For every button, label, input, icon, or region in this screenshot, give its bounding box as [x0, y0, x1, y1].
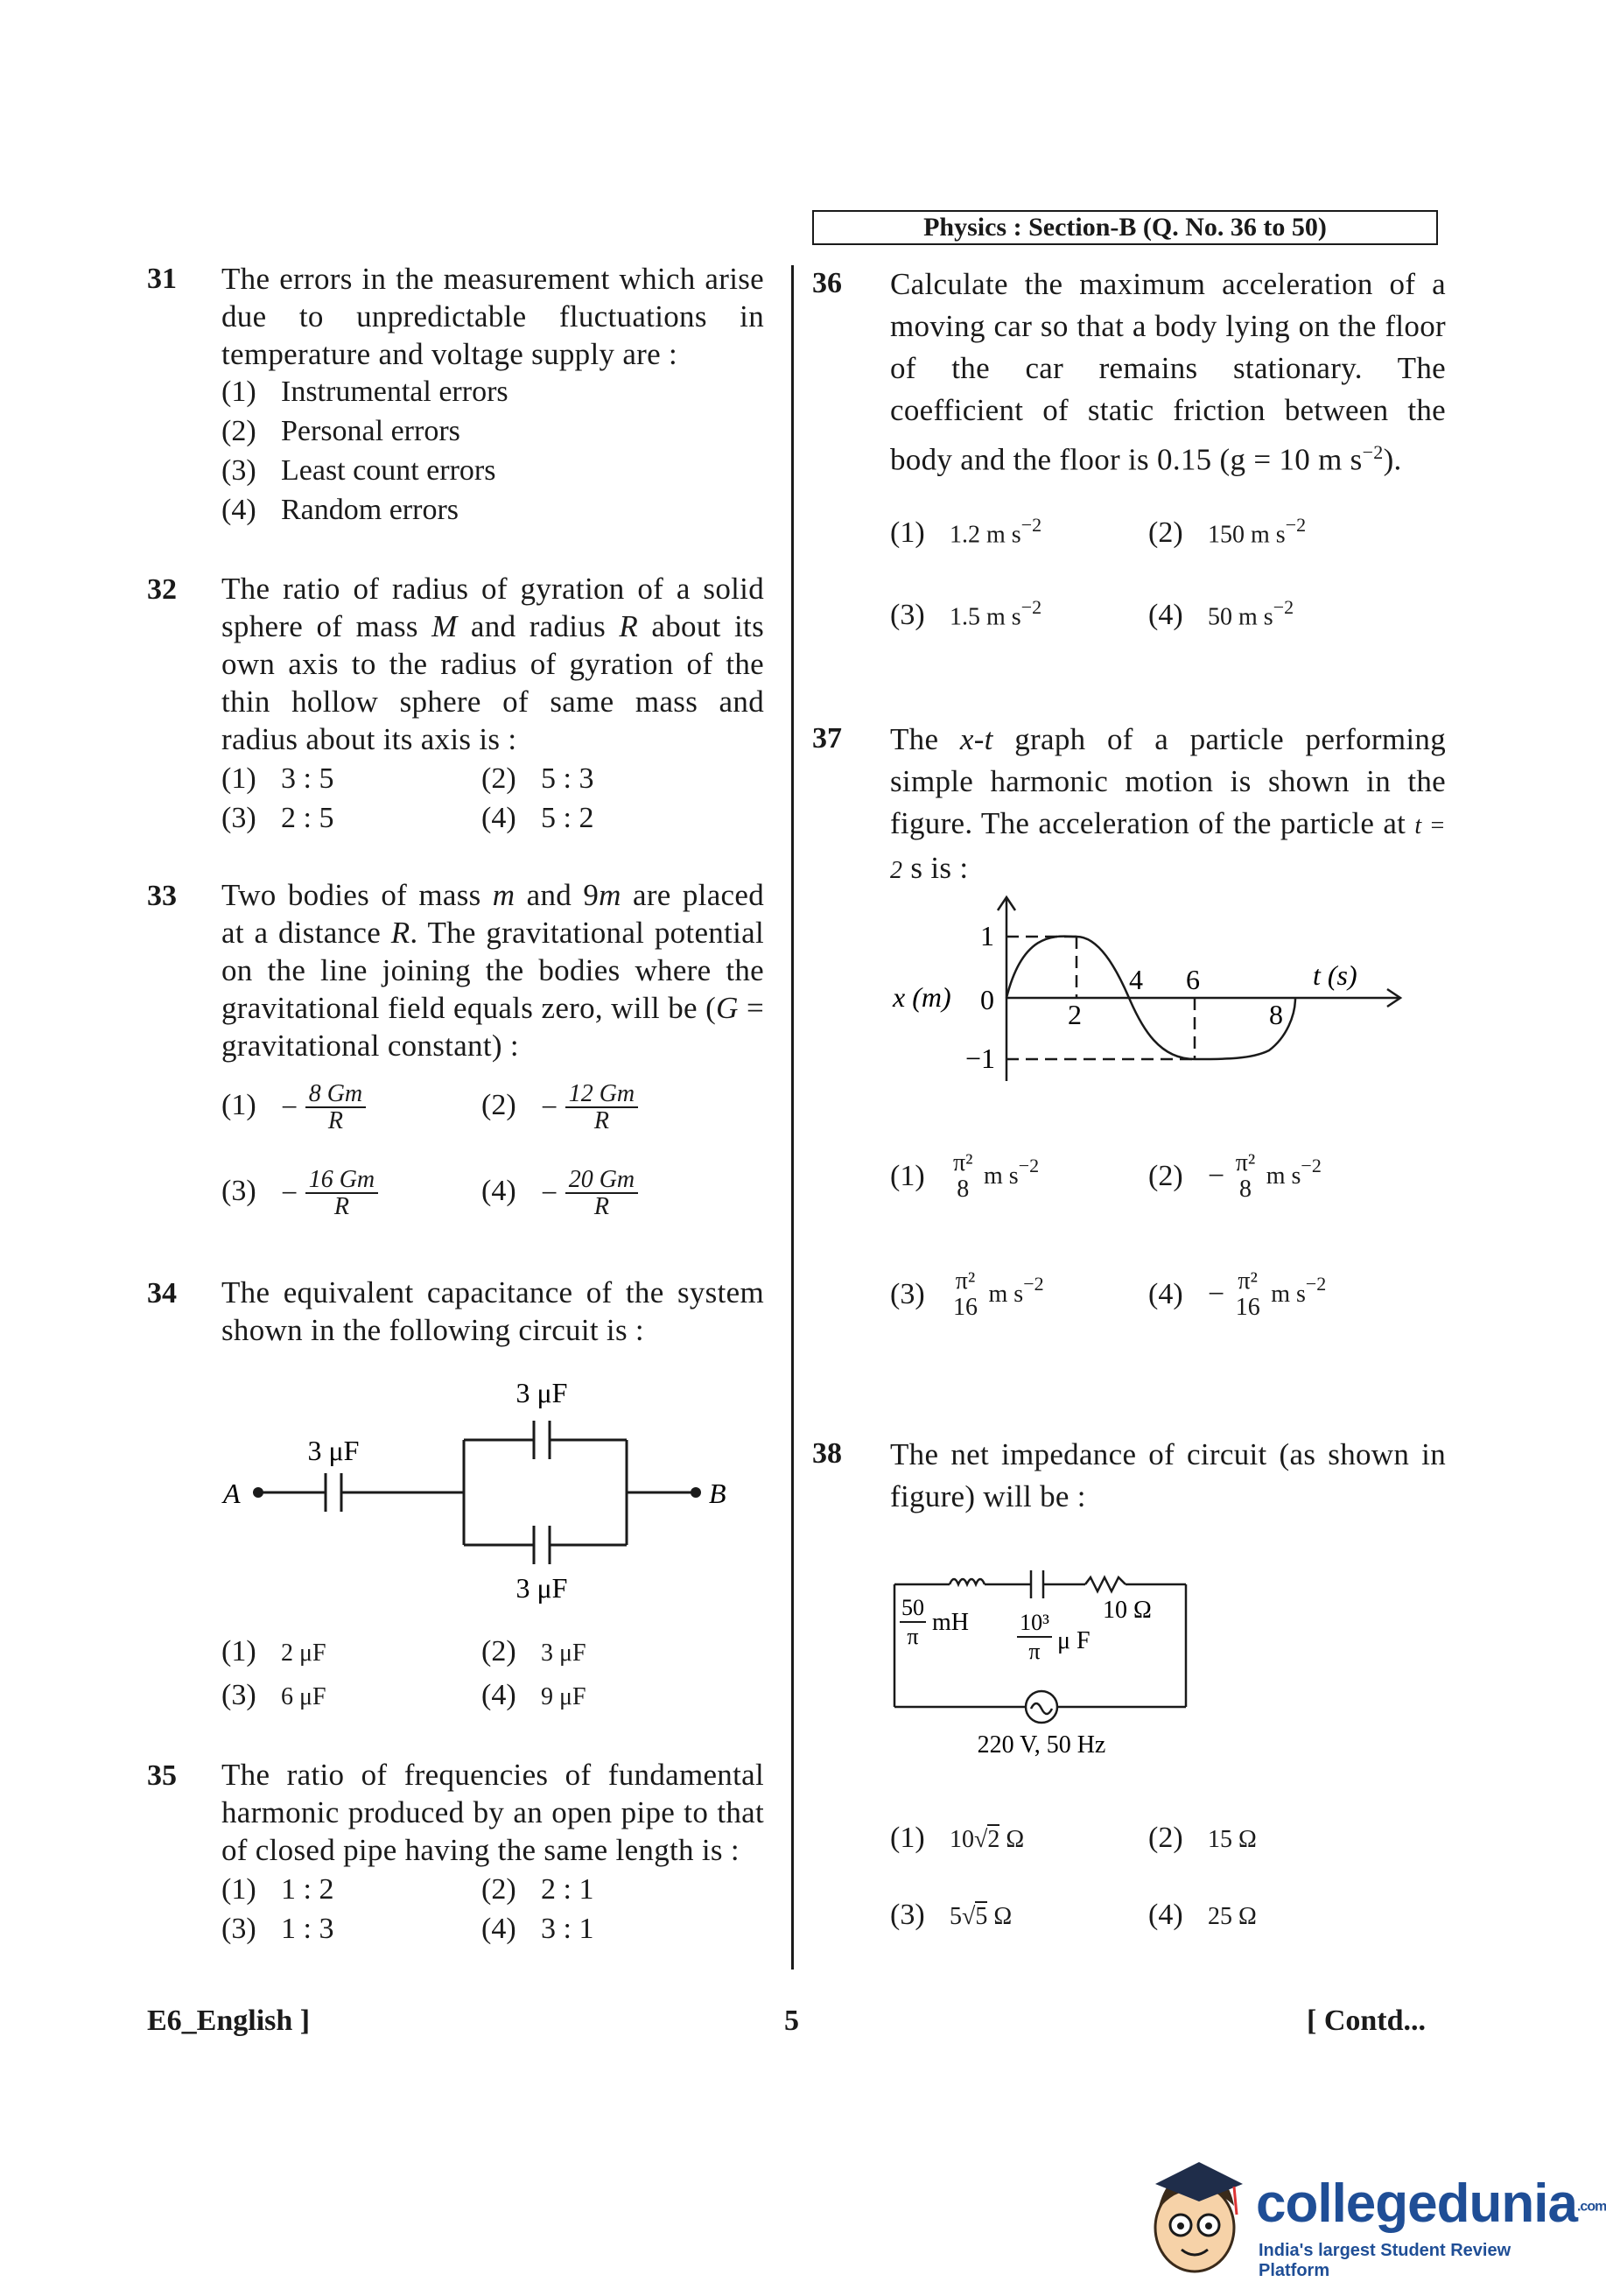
q33-option-3 — [221, 1167, 378, 1220]
option-sign: − — [541, 1091, 558, 1124]
capacitor-numerator: 10³ — [1020, 1610, 1049, 1635]
option-value: 1.5 m s — [950, 603, 1021, 631]
symbol-m: m — [492, 878, 515, 912]
logo-name: collegedunia — [1256, 2173, 1577, 2234]
q32-option-3 — [221, 799, 333, 837]
option-coefficient: 10 — [950, 1826, 974, 1853]
question-number-38: 38 — [812, 1437, 842, 1470]
question-number-31: 31 — [147, 263, 177, 295]
question-number-32: 32 — [147, 573, 177, 606]
superscript: −2 — [1285, 514, 1307, 536]
option-radicand: 5 — [975, 1903, 988, 1930]
text-part: graph of a particle performing simple harmonic motion is shown in the figure. The acceleration of the particle at — [890, 722, 1446, 840]
text-part: and 9 — [515, 878, 600, 912]
fraction-numerator: π² — [1235, 1149, 1256, 1177]
text-part: about its own axis to the radius of gyration of the thin hollow sphere of same mass and radius about its axis is : — [221, 609, 764, 756]
option-number: (1) — [221, 1089, 256, 1122]
inductor-unit: mH — [932, 1609, 969, 1636]
superscript: −2 — [1301, 1155, 1322, 1176]
option-fraction — [1232, 1150, 1259, 1202]
x-axis-label: t (s) — [1313, 959, 1357, 991]
footer-right: [ Contd... — [1307, 2005, 1427, 2037]
sqrt-icon: √ — [962, 1903, 976, 1930]
option-number: (1) — [890, 1822, 925, 1854]
superscript: −2 — [1273, 596, 1294, 618]
option-number: (3) — [221, 454, 256, 487]
option-text: 1 : 3 — [281, 1913, 334, 1945]
text-part: Calculate the maximum acceleration of a moving car so that a body lying on the floor of the car remains stationary. The coefficient of static friction between the body and the floor is 0.15 (g = 10 m s — [890, 267, 1446, 477]
superscript: −2 — [1362, 441, 1384, 463]
superscript: −2 — [1305, 1273, 1327, 1295]
option-fraction — [1232, 1268, 1264, 1320]
option-coefficient: 5 — [950, 1903, 962, 1930]
option-sign: − — [541, 1176, 558, 1210]
option-number: (1) — [890, 1160, 925, 1193]
q38-option-1 — [890, 1819, 1024, 1858]
option-text: 5 : 2 — [541, 802, 594, 834]
option-number: (4) — [221, 494, 256, 526]
fraction-numerator: π² — [1238, 1267, 1258, 1295]
option-sign: − — [281, 1091, 298, 1124]
option-text: 1 : 2 — [281, 1873, 334, 1906]
question-number-36: 36 — [812, 267, 842, 299]
question-text-31: The errors in the measurement which arise due to unpredictable fluctuations in temperature and voltage supply are : — [221, 262, 764, 371]
option-value: 1.2 m s — [950, 521, 1021, 549]
question-number-33: 33 — [147, 880, 177, 912]
option-number: (3) — [221, 802, 256, 834]
text-part: Two bodies of mass — [221, 878, 493, 912]
question-text-35: The ratio of frequencies of fundamental harmonic produced by an open pipe to that of closed pipe having the same length is : — [221, 1758, 764, 1867]
option-text: Random errors — [281, 494, 459, 526]
option-number: (4) — [481, 802, 516, 834]
page-number: 5 — [784, 2005, 799, 2037]
x-tick-4: 4 — [1129, 964, 1143, 995]
option-radicand: 2 — [987, 1826, 1000, 1853]
option-number: (4) — [481, 1175, 516, 1208]
option-text: 2 μF — [281, 1639, 326, 1667]
option-sign: − — [1208, 1278, 1225, 1311]
fraction-numerator: 12 Gm — [568, 1080, 635, 1107]
option-number: (1) — [890, 516, 925, 550]
superscript: −2 — [1020, 596, 1042, 618]
option-number: (4) — [481, 1679, 516, 1711]
capacitor-circuit-diagram — [210, 1366, 770, 1619]
option-unit: m s — [984, 1162, 1019, 1190]
question-text-33 — [221, 876, 764, 1064]
option-number: (2) — [481, 1873, 516, 1906]
q36-option-2 — [1148, 506, 1306, 553]
fraction-numerator: π² — [955, 1267, 976, 1295]
q34-option-4 — [481, 1676, 586, 1716]
q37-option-4 — [1148, 1265, 1326, 1320]
q36-option-1 — [890, 506, 1041, 553]
q33-option-2 — [481, 1081, 638, 1134]
y-tick-0: 0 — [980, 984, 994, 1015]
option-text: 2 : 1 — [541, 1873, 594, 1906]
y-tick-minus-1: −1 — [965, 1043, 996, 1074]
option-number: (4) — [1148, 1899, 1183, 1931]
fraction-denominator: R — [593, 1107, 609, 1135]
text-part: . The gravitational potential on the line joining the bodies where the gravitational field equals zero, will be ( — [221, 916, 764, 1025]
option-text: Least count errors — [281, 454, 496, 487]
source-label: 220 V, 50 Hz — [977, 1731, 1106, 1759]
fraction-numerator: 8 Gm — [308, 1080, 363, 1107]
question-text-38: The net impedance of circuit (as shown in figure) will be : — [890, 1437, 1446, 1513]
option-fraction — [305, 1167, 378, 1220]
symbol-m: M — [431, 609, 458, 643]
q32-option-2 — [481, 760, 593, 797]
inductor-denominator: π — [907, 1624, 919, 1649]
q37-option-3 — [890, 1265, 1044, 1320]
resistor-label: 10 Ω — [1103, 1597, 1152, 1624]
fraction-denominator: R — [593, 1193, 609, 1221]
fraction-denominator: R — [333, 1193, 349, 1221]
superscript: −2 — [1023, 1273, 1044, 1295]
q38-option-3 — [890, 1896, 1012, 1935]
q37-option-2 — [1148, 1147, 1322, 1202]
question-text-34: The equivalent capacitance of the system shown in the following circuit is : — [221, 1275, 764, 1347]
logo-suffix: .com — [1576, 2199, 1606, 2215]
option-fraction — [950, 1150, 977, 1202]
q33-option-1 — [221, 1081, 366, 1134]
option-number: (2) — [481, 1089, 516, 1122]
option-number: (2) — [481, 1635, 516, 1668]
q35-option-3 — [221, 1910, 333, 1948]
q31-option-1 — [221, 373, 508, 411]
q31-option-3 — [221, 452, 495, 489]
section-header: Physics : Section-B (Q. No. 36 to 50) — [812, 210, 1438, 245]
symbol-t-equals: t = 2 — [890, 812, 1446, 884]
superscript: −2 — [1020, 514, 1042, 536]
q36-option-3 — [890, 588, 1041, 635]
top-capacitor-label: 3 μF — [515, 1377, 568, 1408]
text-part: and radius — [457, 609, 620, 643]
option-text: 9 μF — [541, 1683, 586, 1710]
q38-option-4 — [1148, 1896, 1257, 1935]
text-part: = gravitational constant) : — [221, 991, 764, 1063]
capacitor-unit: μ F — [1057, 1627, 1091, 1654]
point-a-label: A — [223, 1478, 241, 1509]
option-number: (2) — [221, 415, 256, 447]
superscript: −2 — [1018, 1155, 1040, 1176]
option-number: (1) — [221, 1635, 256, 1668]
series-capacitor-label: 3 μF — [307, 1435, 360, 1466]
logo-wordmark — [1256, 2173, 1606, 2235]
capacitor-denominator: π — [1028, 1639, 1041, 1664]
symbol-xt: x-t — [959, 722, 993, 756]
option-unit: m s — [988, 1281, 1024, 1309]
logo-tagline: India's largest Student Review Platform — [1259, 2241, 1511, 2280]
option-number: (4) — [481, 1913, 516, 1945]
symbol-r: R — [390, 916, 410, 950]
q32-option-4 — [481, 799, 593, 837]
fraction-denominator: 8 — [957, 1175, 970, 1203]
q37-option-1 — [890, 1147, 1039, 1202]
q35-option-1 — [221, 1871, 333, 1908]
option-unit: Ω — [999, 1826, 1025, 1853]
option-number: (2) — [1148, 1160, 1183, 1193]
option-number: (1) — [221, 376, 256, 408]
q35-option-2 — [481, 1871, 593, 1908]
option-text: 3 : 5 — [281, 762, 334, 795]
option-fraction — [565, 1167, 638, 1220]
option-text: 6 μF — [281, 1683, 326, 1710]
question-text-36 — [890, 263, 1446, 481]
inductor-numerator: 50 — [901, 1595, 924, 1620]
text-part: s is : — [902, 851, 969, 885]
text-part: ). — [1383, 442, 1402, 477]
option-text: Personal errors — [281, 415, 460, 447]
symbol-g: G — [716, 991, 739, 1025]
question-text-37 — [890, 719, 1446, 892]
fraction-denominator: 8 — [1238, 1175, 1252, 1203]
option-text: 3 μF — [541, 1639, 586, 1667]
point-b-label: B — [709, 1478, 726, 1509]
fraction-numerator: π² — [953, 1149, 973, 1177]
q31-option-4 — [221, 491, 459, 529]
q35-option-4 — [481, 1910, 593, 1948]
option-number: (2) — [1148, 1822, 1183, 1854]
fraction-numerator: 16 Gm — [308, 1166, 375, 1193]
fraction-denominator: R — [327, 1107, 343, 1135]
text-part: The — [890, 722, 960, 756]
sqrt-icon: √ — [974, 1826, 988, 1853]
q36-option-4 — [1148, 588, 1294, 635]
question-number-35: 35 — [147, 1759, 177, 1792]
option-fraction — [950, 1268, 981, 1320]
option-number: (3) — [221, 1913, 256, 1945]
option-fraction — [565, 1081, 638, 1134]
q34-option-3 — [221, 1676, 326, 1716]
column-divider — [791, 265, 794, 1970]
y-axis-label: x (m) — [893, 981, 951, 1013]
fraction-denominator: 16 — [953, 1293, 978, 1321]
fraction-denominator: 16 — [1235, 1293, 1260, 1321]
option-unit: m s — [1266, 1162, 1301, 1190]
option-number: (4) — [1148, 599, 1183, 632]
q34-option-1 — [221, 1632, 326, 1672]
lcr-circuit-diagram — [884, 1558, 1217, 1768]
option-text: Instrumental errors — [281, 376, 508, 408]
footer-left: E6_English ] — [147, 2005, 311, 2037]
text-part: are placed at a distance — [221, 878, 764, 950]
y-tick-1: 1 — [980, 920, 994, 951]
q32-option-1 — [221, 760, 333, 797]
option-fraction — [305, 1081, 366, 1134]
option-number: (3) — [890, 1899, 925, 1931]
option-text: 15 Ω — [1208, 1826, 1257, 1853]
option-text: 5 : 3 — [541, 762, 594, 795]
option-number: (1) — [221, 1873, 256, 1906]
option-unit: Ω — [987, 1903, 1013, 1930]
option-unit: m s — [1271, 1281, 1306, 1309]
option-text: 25 Ω — [1208, 1903, 1257, 1930]
bottom-capacitor-label: 3 μF — [515, 1572, 568, 1604]
option-number: (4) — [1148, 1278, 1183, 1311]
collegedunia-mascot-icon — [1142, 2153, 1247, 2276]
option-number: (3) — [890, 599, 925, 632]
option-number: (2) — [1148, 516, 1183, 550]
question-number-37: 37 — [812, 722, 842, 755]
q33-option-4 — [481, 1167, 638, 1220]
option-number: (2) — [481, 762, 516, 795]
q34-option-2 — [481, 1632, 586, 1672]
option-sign: − — [1208, 1160, 1225, 1193]
fraction-numerator: 20 Gm — [568, 1166, 635, 1193]
x-tick-8: 8 — [1269, 999, 1283, 1030]
option-number: (3) — [221, 1175, 256, 1208]
symbol-m: m — [599, 878, 621, 912]
option-number: (3) — [890, 1278, 925, 1311]
x-tick-2: 2 — [1068, 999, 1082, 1030]
option-value: 150 m s — [1208, 521, 1286, 549]
option-value: 50 m s — [1208, 603, 1273, 631]
q38-option-2 — [1148, 1819, 1257, 1858]
option-text: 2 : 5 — [281, 802, 334, 834]
shm-xt-graph — [884, 884, 1427, 1094]
symbol-r: R — [619, 609, 639, 643]
x-tick-6: 6 — [1186, 964, 1200, 995]
q31-option-2 — [221, 412, 460, 450]
question-number-34: 34 — [147, 1277, 177, 1309]
option-sign: − — [281, 1176, 298, 1210]
option-number: (3) — [221, 1679, 256, 1711]
option-text: 3 : 1 — [541, 1913, 594, 1945]
text-part: The ratio of radius of gyration of a solid sphere of mass — [221, 572, 764, 643]
question-text-32 — [221, 570, 764, 758]
option-number: (1) — [221, 762, 256, 795]
